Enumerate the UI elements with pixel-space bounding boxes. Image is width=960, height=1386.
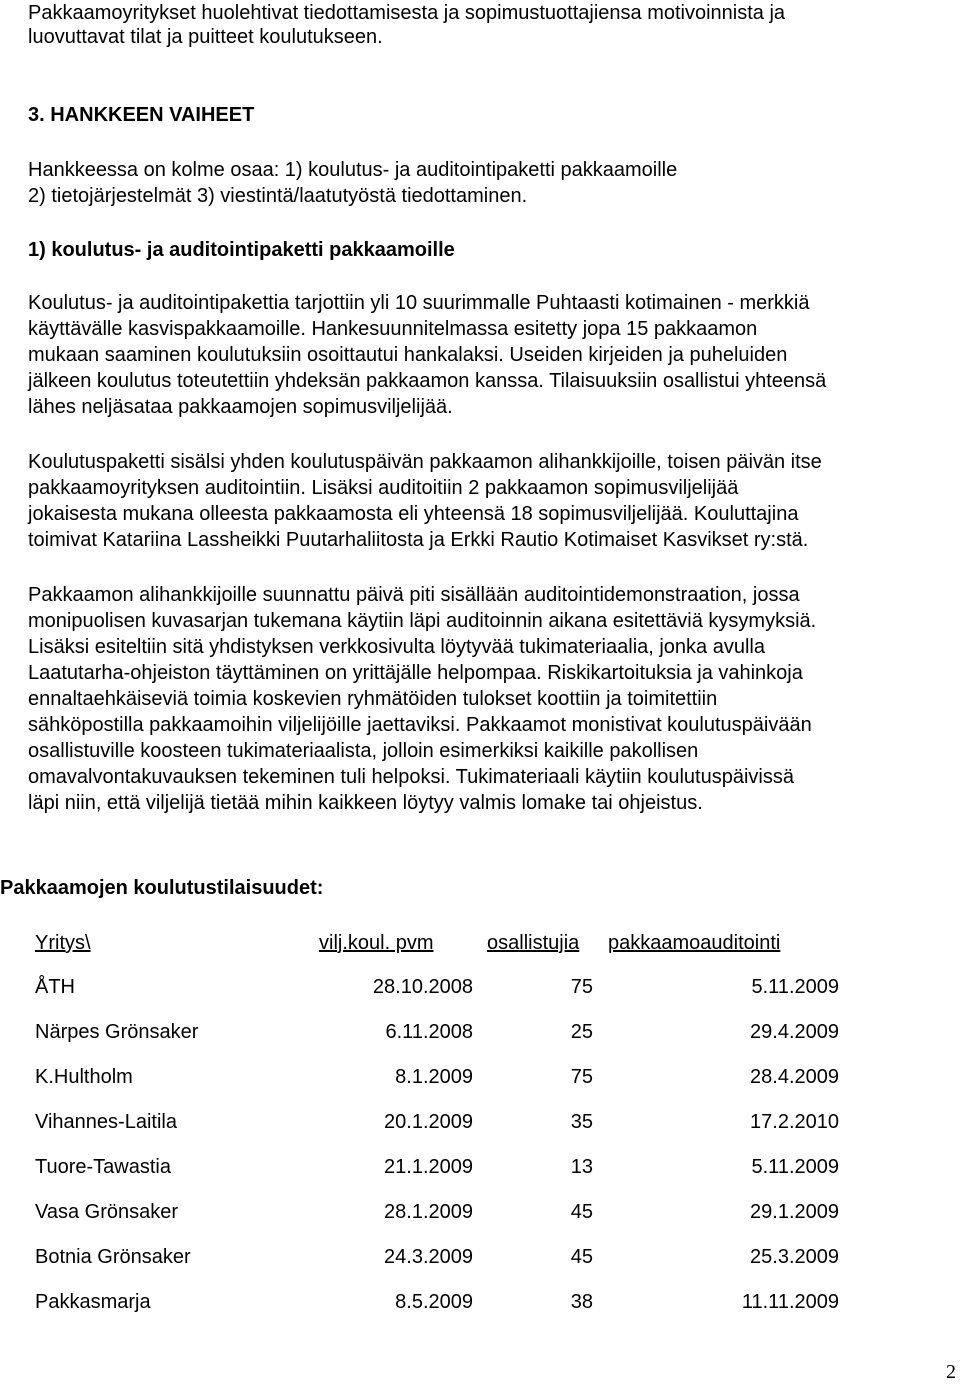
cell-company: ÅTH: [35, 976, 75, 998]
cell-date: 21.1.2009: [384, 1156, 473, 1178]
cell-audit: 5.11.2009: [751, 976, 839, 998]
section-heading: 3. HANKKEEN VAIHEET: [28, 104, 255, 126]
cell-company: Pakkasmarja: [35, 1291, 151, 1313]
cell-participants: 35: [570, 1111, 593, 1133]
paragraph-line: toimivat Katariina Lassheikki Puutarhaliitosta ja Erkki Rautio Kotimaiset Kasvikset ry:stä.: [28, 529, 809, 551]
cell-date: 6.11.2008: [385, 1021, 473, 1043]
cell-company: Vihannes-Laitila: [35, 1111, 177, 1133]
paragraph-line: jokaisesta mukana olleesta pakkaamosta eli yhteensä 18 sopimusviljelijää. Kouluttajina: [28, 503, 799, 525]
paragraph-line: pakkaamoyrityksen auditointiin. Lisäksi auditoitiin 2 pakkaamon sopimusviljelijää: [28, 477, 739, 499]
cell-participants: 75: [570, 976, 593, 998]
cell-company: K.Hultholm: [35, 1066, 133, 1088]
cell-company: Närpes Grönsaker: [35, 1021, 199, 1043]
cell-audit: 11.11.2009: [741, 1291, 839, 1313]
header-audit: pakkaamoauditointi: [608, 932, 781, 954]
paragraph-line: Koulutus- ja auditointipakettia tarjottiin yli 10 suurimmalle Puhtaasti kotimainen - merkkiä: [28, 292, 810, 314]
paragraph-line: Koulutuspaketti sisälsi yhden koulutuspäivän pakkaamon alihankkijoille, toisen päivän itse: [28, 451, 822, 473]
cell-company: Vasa Grönsaker: [35, 1201, 179, 1223]
cell-participants: 45: [570, 1246, 593, 1268]
cell-participants: 25: [570, 1021, 593, 1043]
cell-participants: 45: [570, 1201, 593, 1223]
cell-date: 20.1.2009: [384, 1111, 473, 1133]
cell-audit: 28.4.2009: [750, 1066, 839, 1088]
cell-company: Botnia Grönsaker: [35, 1246, 191, 1268]
paragraph-line: Laatutarha-ohjeiston täyttäminen on yrittäjälle helpompaa. Riskikartoituksia ja vahinkoja: [28, 662, 803, 684]
subsection-heading: 1) koulutus- ja auditointipaketti pakkaamoille: [28, 239, 455, 261]
paragraph-line: monipuolisen kuvasarjan tukemana käytiin läpi auditoinnin aikana esitettäviä kysymyksiä.: [28, 610, 817, 632]
paragraph-line: läpi niin, että viljelijä tietää mihin kaikkeen löytyy valmis lomake tai ohjeistus.: [28, 792, 703, 814]
cell-date: 8.1.2009: [395, 1066, 473, 1088]
header-date: vilj.koul. pvm: [319, 932, 434, 954]
cell-audit: 29.4.2009: [750, 1021, 839, 1043]
cell-date: 24.3.2009: [384, 1246, 473, 1268]
paragraph-line: mukaan saaminen koulutuksiin osoittautui hankalaksi. Useiden kirjeiden ja puheluiden: [28, 344, 788, 366]
paragraph-line: omavalvontakuvauksen tekeminen tuli helpoksi. Tukimateriaali käytiin koulutuspäivissä: [28, 766, 794, 788]
cell-participants: 13: [570, 1156, 593, 1178]
cell-date: 8.5.2009: [395, 1291, 473, 1313]
paragraph-line: käyttävälle kasvispakkaamoille. Hankesuunnitelmassa esitetty jopa 15 pakkaamon: [28, 318, 758, 340]
header-participants: osallistujia: [487, 932, 580, 954]
section-paragraph-line: 2) tietojärjestelmät 3) viestintä/laatutyöstä tiedottaminen.: [28, 185, 528, 207]
page-number: 2: [946, 1361, 956, 1383]
paragraph-line: lähes neljäsataa pakkaamojen sopimusviljelijää.: [28, 396, 453, 418]
intro-line-1: Pakkaamoyritykset huolehtivat tiedottamisesta ja sopimustuottajiensa motivoinnista ja: [28, 2, 786, 24]
paragraph-line: ennaltaehkäiseviä toimia koskevien ryhmätöiden tulokset koottiin ja toimitettiin: [28, 688, 718, 710]
paragraph-line: sähköpostilla pakkaamoihin viljelijöille jaettaviksi. Pakkaamot monistivat koulutuspäivään: [28, 714, 812, 736]
paragraph-line: Pakkaamon alihankkijoille suunnattu päivä piti sisällään auditointidemonstraation, jossa: [28, 584, 800, 606]
intro-line-2: luovuttavat tilat ja puitteet koulutukseen.: [28, 26, 383, 48]
table-title: Pakkaamojen koulutustilaisuudet:: [0, 877, 324, 899]
paragraph-line: osallistuville koosteen tukimateriaalista, jolloin esimerkiksi kaikille pakollisen: [28, 740, 699, 762]
cell-participants: 75: [570, 1066, 593, 1088]
section-paragraph-line: Hankkeessa on kolme osaa: 1) koulutus- ja auditointipaketti pakkaamoille: [28, 159, 678, 181]
cell-audit: 25.3.2009: [750, 1246, 839, 1268]
paragraph-line: Lisäksi esiteltiin sitä yhdistyksen verkkosivulta löytyvää tukimateriaalia, jonka avulla: [28, 636, 765, 658]
cell-date: 28.10.2008: [372, 976, 473, 998]
cell-date: 28.1.2009: [384, 1201, 473, 1223]
cell-company: Tuore-Tawastia: [35, 1156, 171, 1178]
cell-audit: 29.1.2009: [750, 1201, 839, 1223]
header-company: Yritys\: [35, 932, 91, 954]
paragraph-line: jälkeen koulutus toteutettiin yhdeksän pakkaamon kanssa. Tilaisuuksiin osallistui yhteensä: [28, 370, 827, 392]
cell-participants: 38: [570, 1291, 593, 1313]
cell-audit: 17.2.2010: [750, 1111, 839, 1133]
cell-audit: 5.11.2009: [751, 1156, 839, 1178]
